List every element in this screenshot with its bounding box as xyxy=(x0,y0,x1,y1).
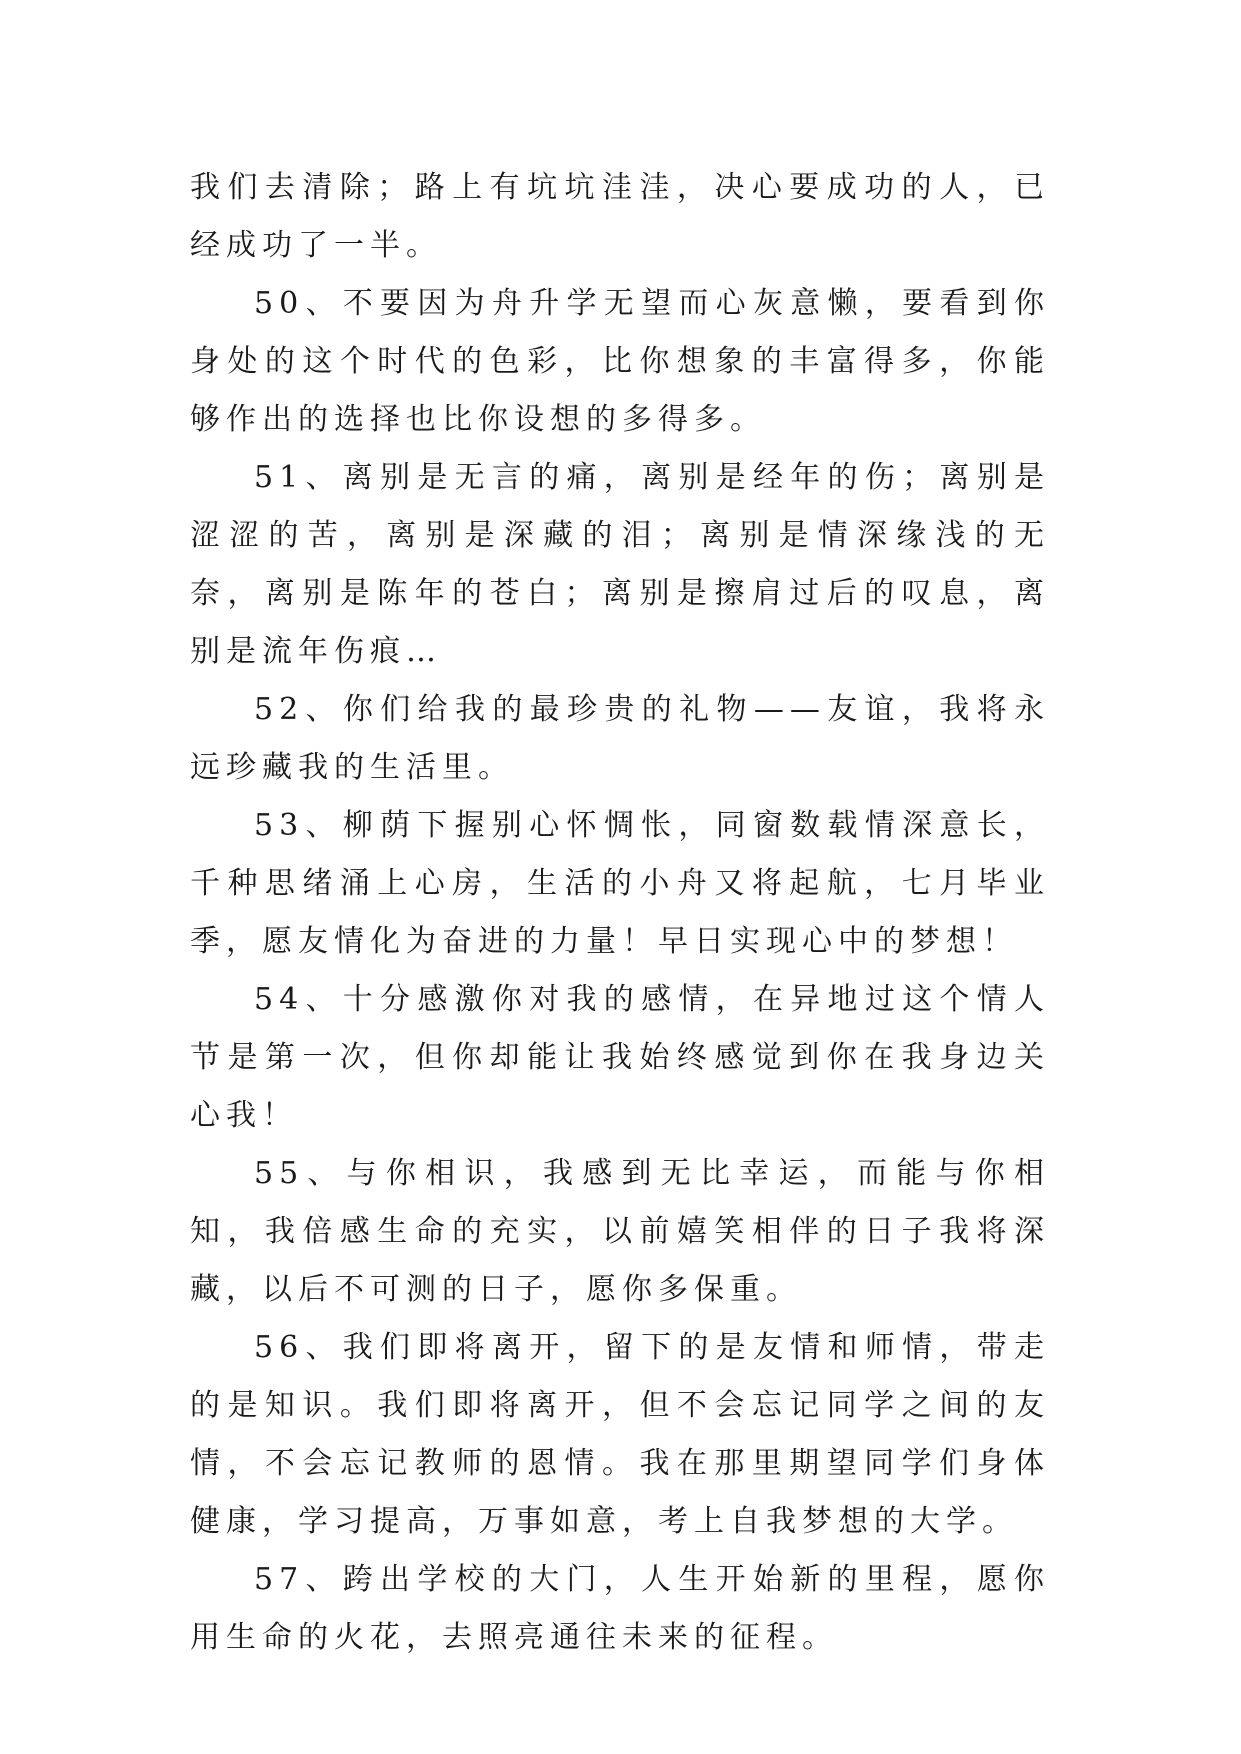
document-page xyxy=(190,159,1050,1667)
paragraph-item-52: 52、你们给我的最珍贵的礼物——友谊，我将永远珍藏我的生活里。 xyxy=(190,692,1050,785)
paragraph-continuation: 我们去清除；路上有坑坑洼洼，决心要成功的人，已经成功了一半。 xyxy=(190,170,1050,263)
paragraph-item-51: 51、离别是无言的痛，离别是经年的伤；离别是涩涩的苦，离别是深藏的泪；离别是情深缘浅的无奈，离别是陈年的苍白；离别是擦肩过后的叹息，离别是流年伤痕… xyxy=(190,460,1050,669)
paragraph-item-53: 53、柳荫下握别心怀惆怅，同窗数载情深意长，千种思绪涌上心房，生活的小舟又将起航，七月毕业季，愿友情化为奋进的力量！早日实现心中的梦想！ xyxy=(190,808,1050,959)
paragraph-item-57: 57、跨出学校的大门，人生开始新的里程，愿你用生命的火花，去照亮通往未来的征程。 xyxy=(190,1562,1050,1655)
paragraph-item-55: 55、与你相识，我感到无比幸运，而能与你相知，我倍感生命的充实，以前嬉笑相伴的日子我将深藏，以后不可测的日子，愿你多保重。 xyxy=(190,1156,1050,1307)
paragraph-item-54: 54、十分感激你对我的感情，在异地过这个情人节是第一次，但你却能让我始终感觉到你在我身边关心我！ xyxy=(190,982,1050,1133)
paragraph-item-50: 50、不要因为舟升学无望而心灰意懒，要看到你身处的这个时代的色彩，比你想象的丰富得多，你能够作出的选择也比你设想的多得多。 xyxy=(190,286,1050,437)
paragraph-item-56: 56、我们即将离开，留下的是友情和师情，带走的是知识。我们即将离开，但不会忘记同学之间的友情，不会忘记教师的恩情。我在那里期望同学们身体健康，学习提高，万事如意，考上自我梦想的大学。 xyxy=(190,1330,1050,1539)
